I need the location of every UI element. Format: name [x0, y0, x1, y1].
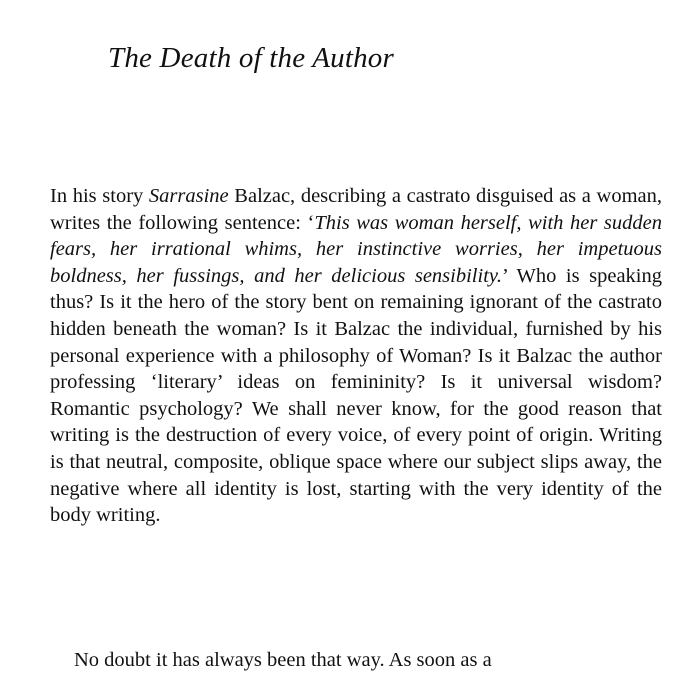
paragraph-1-text-3: ’ Who is speaking thus? Is it the hero of the story bent on remaining ignorant of the castrato hidden beneath the woman? Is it Balzac the individual, furnished by his personal experience with a philosophy of Woman? Is it Balzac the author professing ‘literary’ ideas on femininity? Is it universal wisdom? Romantic psychology? We shall never know, for the good reason that writing is the destruction of every voice, of every point of origin. Writing is that neutral, composite, oblique space where our subject slips away, the negative where all identity is lost, starting with the very identity of the body writing.: [50, 264, 662, 527]
page-title: The Death of the Author: [108, 42, 394, 74]
body-paragraph-2: [50, 647, 662, 674]
work-title-sarrasine: Sarrasine: [148, 185, 229, 207]
body-paragraph-1: [50, 183, 662, 529]
paragraph-1-text-1: In his story: [50, 185, 149, 207]
balzac-quotation: This was woman herself, with her sudden fears, her irrational whims, her instinctive worries, her impetuous boldness, her fussings, and her delicious sensibility.: [50, 211, 663, 287]
paragraph-1-text-2: Balzac, describing a castrato disguised as a woman, writes the following sentence: ‘: [50, 185, 662, 234]
paragraph-2-text: No doubt it has always been that way. As soon as a: [74, 649, 492, 671]
